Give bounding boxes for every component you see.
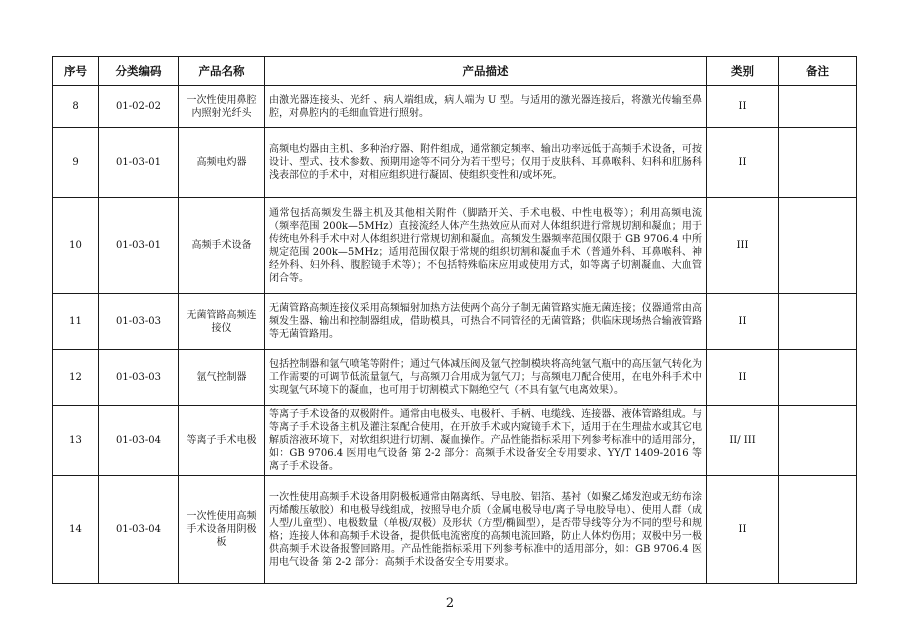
- cell-name: 一次性使用高频手术设备用阴极板: [179, 476, 265, 584]
- cell-remark: [779, 476, 857, 584]
- cell-name: 氩气控制器: [179, 350, 265, 406]
- cell-code: 01-03-03: [99, 350, 179, 406]
- product-catalog-table: [52, 56, 857, 584]
- cell-seq: 14: [53, 476, 99, 584]
- cell-seq: 11: [53, 294, 99, 350]
- header-name: 产品名称: [179, 57, 265, 86]
- cell-remark: [779, 406, 857, 476]
- cell-name: 一次性使用鼻腔内照射光纤头: [179, 86, 265, 128]
- cell-remark: [779, 86, 857, 128]
- cell-desc: 无菌管路高频连接仪采用高频辐射加热方法使两个高分子制无菌管路实施无菌连接；仪器通常由高频发生器、输出和控制器组成，借助模具，可热合不同管径的无菌管路；供临床现场热合输液管路等无菌管路用。: [265, 294, 707, 350]
- cell-category: III: [707, 198, 779, 294]
- cell-seq: 8: [53, 86, 99, 128]
- cell-remark: [779, 198, 857, 294]
- cell-category: II: [707, 350, 779, 406]
- page-number: 2: [445, 596, 455, 611]
- cell-desc: 包括控制器和氩气喷笔等附件；通过气体减压阀及氩气控制模块将高纯氩气瓶中的高压氩气转化为工作需要的可调节低流量氩气，与高频刀合用成为氩气刀；与高频电刀配合使用，在电外科手术中实现氩气环境下的凝血，也可用于切割模式下隔绝空气（不具有氩气电离效果）。: [265, 350, 707, 406]
- cell-name: 高频手术设备: [179, 198, 265, 294]
- header-seq: 序号: [53, 57, 99, 86]
- cell-desc: 高频电灼器由主机、多种治疗器、附件组成，通常额定频率、输出功率远低于高频手术设备，可按设计、型式、技术参数、预期用途等不同分为若干型号；仅用于皮肤科、耳鼻喉科、妇科和肛肠科浅表部位的手术中，对相应组织进行凝固、使组织变性和/或坏死。: [265, 128, 707, 198]
- cell-remark: [779, 294, 857, 350]
- cell-name: 无菌管路高频连接仪: [179, 294, 265, 350]
- cell-code: 01-03-04: [99, 406, 179, 476]
- table-row: [53, 294, 857, 350]
- cell-seq: 12: [53, 350, 99, 406]
- cell-desc: 由激光器连接头、光纤 、病人端组成，病人端为 U 型。与适用的激光器连接后，将激光传输至鼻腔，对鼻腔内的毛细血管进行照射。: [265, 86, 707, 128]
- cell-code: 01-03-01: [99, 128, 179, 198]
- table-row: [53, 406, 857, 476]
- cell-name: 等离子手术电极: [179, 406, 265, 476]
- table-row: [53, 476, 857, 584]
- cell-remark: [779, 128, 857, 198]
- table-row: [53, 86, 857, 128]
- cell-seq: 10: [53, 198, 99, 294]
- cell-code: 01-02-02: [99, 86, 179, 128]
- cell-category: II: [707, 294, 779, 350]
- cell-code: 01-03-01: [99, 198, 179, 294]
- cell-category: II/ III: [707, 406, 779, 476]
- cell-seq: 13: [53, 406, 99, 476]
- table-row: [53, 198, 857, 294]
- cell-code: 01-03-03: [99, 294, 179, 350]
- cell-desc: 一次性使用高频手术设备用阴极板通常由隔离纸、导电胶、铝箔、基衬（如聚乙烯发泡或无纺布涂丙烯酸压敏胶）和电极导线组成，按照导电介质（金属电极导电/离子导电胶导电）、使用人群（成人型/儿童型）、电极数量（单极/双极）及形状（方型/椭圆型），是否带导线等分为不同的型号和规格；连接人体和高频手术设备，提供低电流密度的高频电流回路，防止人体灼伤用；双极中另一极供高频手术设备报警回路用。产品性能指标采用下列参考标准中的适用部分，如：GB 9706.4 医用电气设备 第 2-2 部分：高频手术设备安全专用要求。: [265, 476, 707, 584]
- cell-name: 高频电灼器: [179, 128, 265, 198]
- header-desc: 产品描述: [265, 57, 707, 86]
- header-category: 类别: [707, 57, 779, 86]
- table-row: [53, 350, 857, 406]
- cell-category: II: [707, 128, 779, 198]
- table-row: [53, 128, 857, 198]
- cell-category: II: [707, 476, 779, 584]
- header-remark: 备注: [779, 57, 857, 86]
- cell-category: II: [707, 86, 779, 128]
- cell-seq: 9: [53, 128, 99, 198]
- cell-desc: 等离子手术设备的双极附件。通常由电极头、电极杆、手柄、电缆线、连接器、液体管路组成。与等离子手术设备主机及灌注泵配合使用，在开放手术或内窥镜手术下，适用于在生理盐水或其它电解质溶液环境下，对软组织进行切割、凝血操作。产品性能指标采用下列参考标准中的适用部分，如：GB 9706.4 医用电气设备 第 2-2 部分：高频手术设备安全专用要求、YY/T 1409-2016 等离子手术设备。: [265, 406, 707, 476]
- cell-desc: 通常包括高频发生器主机及其他相关附件（脚踏开关、手术电极、中性电极等）；利用高频电流（频率范围 200k—5MHz）直接流经人体产生热效应从而对人体组织进行常规切割和凝血；用于传统电外科手术中对人体组织进行常规切割和凝血。高频发生器频率范围仅限于 GB 9706.4 中所规定范围 200k—5MHz；适用范围仅限于常规的组织切割和凝血手术（普通外科、耳鼻喉科、神经外科、妇外科、腹腔镜手术等）；不包括特殊临床应用或使用方式，如等离子切割凝血、大血管闭合等。: [265, 198, 707, 294]
- header-code: 分类编码: [99, 57, 179, 86]
- cell-code: 01-03-04: [99, 476, 179, 584]
- table-header-row: [53, 57, 857, 86]
- cell-remark: [779, 350, 857, 406]
